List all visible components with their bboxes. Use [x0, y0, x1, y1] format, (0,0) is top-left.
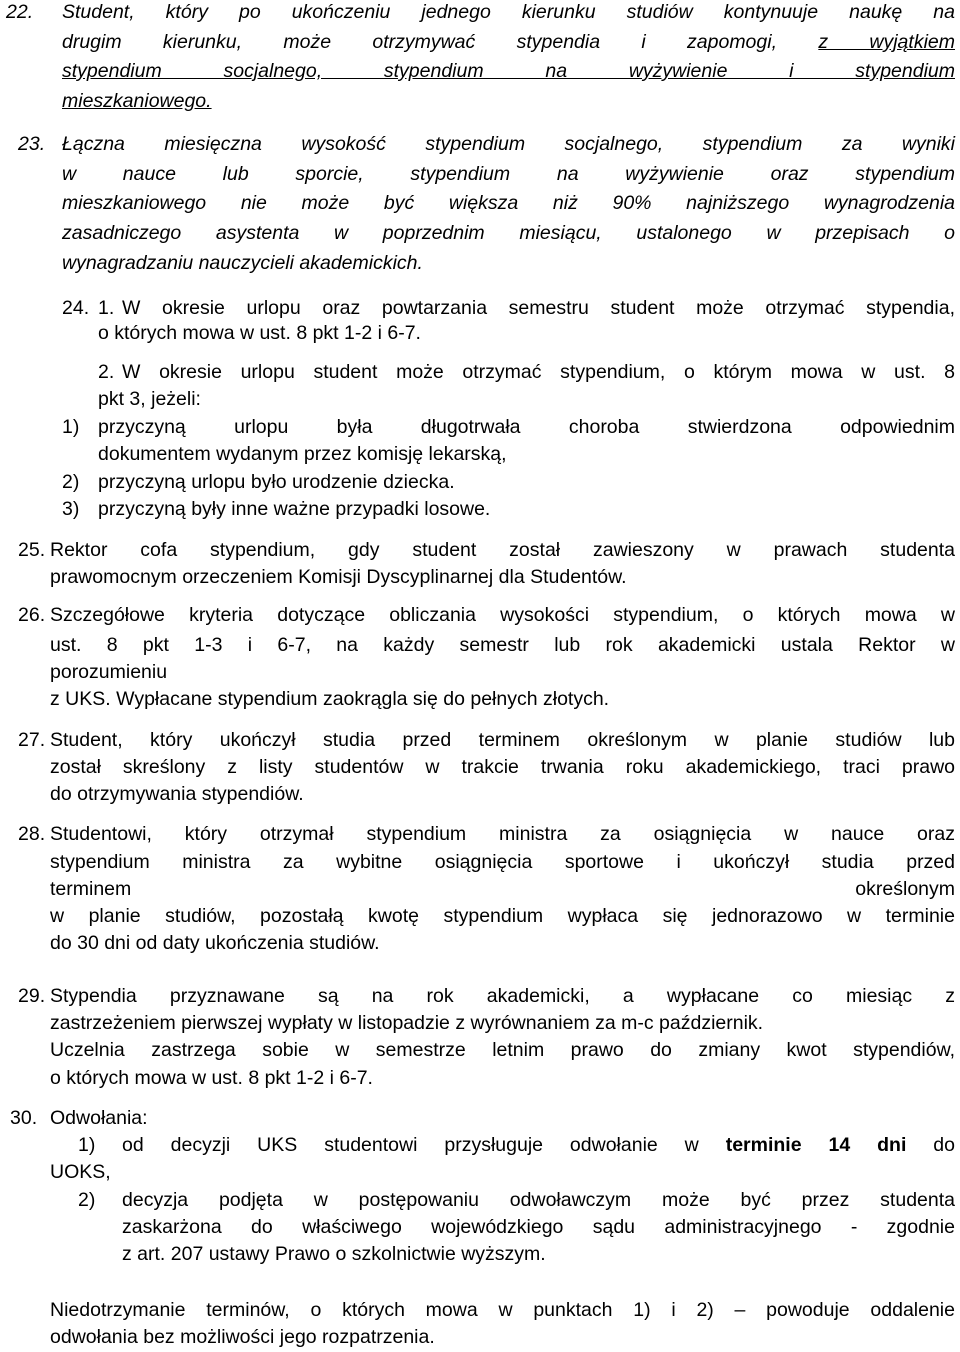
- text-line: o których mowa w ust. 8 pkt 1-2 i 6-7.: [50, 1067, 373, 1089]
- text-line: W okresie urlopu student może otrzymać stypendium, o którym mowa w ust. 8: [122, 361, 955, 383]
- text-line: przyczyną urlopu była długotrwała choroba stwierdzona odpowiednim: [98, 416, 955, 438]
- text-line: decyzja podjęta w postępowaniu odwoławczym może być przez studenta: [122, 1189, 955, 1211]
- text-line: Studentowi, który otrzymał stypendium ministra za osiągnięcia w nauce oraz: [50, 823, 955, 845]
- text-line: został skreślony z listy studentów w trakcie trwania roku akademickiego, traci prawo: [50, 756, 955, 778]
- paragraph-number: 23.: [18, 133, 46, 155]
- text-line: porozumieniu: [50, 661, 168, 683]
- paragraph-number: 27.: [18, 729, 46, 751]
- text-line: dokumentem wydanym przez komisję lekarską,: [98, 443, 507, 465]
- paragraph-number: 24.: [62, 297, 90, 319]
- text-segment: do: [906, 1134, 956, 1156]
- text-line: Stypendia przyznawane są na rok akademicki, a wypłacane co miesiąc z: [50, 985, 955, 1007]
- text-line: Student, który ukończył studia przed terminem określonym w planie studiów lub: [50, 729, 955, 751]
- underlined-text-line: stypendium socjalnego, stypendium na wyżywienie i stypendium: [62, 60, 955, 82]
- text-segment: drugim kierunku, może otrzymywać stypendia i zapomogi,: [62, 31, 819, 53]
- text-line: w planie studiów, pozostałą kwotę stypendium wypłaca się jednorazowo w terminie: [50, 905, 955, 927]
- paragraph-number: 28.: [18, 823, 46, 845]
- text-line: pkt 3, jeżeli:: [98, 388, 201, 410]
- text-line: przyczyną urlopu było urodzenie dziecka.: [98, 471, 455, 493]
- underlined-text-line: mieszkaniowego.: [62, 90, 212, 112]
- paragraph-number: 22.: [6, 1, 34, 23]
- text-line: terminem: [50, 878, 132, 900]
- text-line: Szczegółowe kryteria dotyczące obliczania wysokości stypendium, o których mowa w: [50, 604, 955, 626]
- item-number: 1): [78, 1134, 96, 1156]
- text-line: odwołania bez możliwości jego rozpatrzenia.: [50, 1326, 435, 1348]
- paragraph-number: 26.: [18, 604, 46, 626]
- text-line: prawomocnym orzeczeniem Komisji Dyscyplinarnej dla Studentów.: [50, 566, 627, 588]
- text-line: Student, który po ukończeniu jednego kierunku studiów kontynuuje naukę na: [62, 1, 955, 23]
- item-number: 2): [78, 1189, 96, 1211]
- text-line: stypendium ministra za wybitne osiągnięcia sportowe i ukończył studia przed: [50, 851, 955, 873]
- text-line: [62, 30, 955, 54]
- text-line: z art. 207 ustawy Prawo o szkolnictwie wyższym.: [122, 1243, 546, 1265]
- section-title: Odwołania:: [50, 1107, 148, 1129]
- text-line: Rektor cofa stypendium, gdy student został zawieszony w prawach studenta: [50, 539, 955, 561]
- item-number: 2): [62, 471, 80, 493]
- paragraph-number: 29.: [18, 985, 46, 1007]
- text-line: mieszkaniowego nie może być większa niż 90% najniższego wynagrodzenia: [62, 192, 955, 214]
- bold-text: terminie 14 dni: [725, 1134, 907, 1156]
- paragraph-number: 25.: [18, 539, 46, 561]
- item-number: 1.: [98, 297, 115, 319]
- text-line: ust. 8 pkt 1-3 i 6-7, na każdy semestr lub rok akademicki ustala Rektor w: [50, 634, 955, 656]
- text-line: w nauce lub sporcie, stypendium na wyżywienie oraz stypendium: [62, 163, 955, 185]
- text-line: zastrzeżeniem pierwszej wypłaty w listopadzie z wyrównaniem za m-c październik.: [50, 1012, 764, 1034]
- text-segment: od decyzji UKS studentowi przysługuje odwołanie w: [122, 1134, 726, 1156]
- text-line: zaskarżona do właściwego wojewódzkiego sądu administracyjnego - zgodnie: [122, 1216, 955, 1238]
- text-line: do 30 dni od daty ukończenia studiów.: [50, 932, 380, 954]
- item-number: 3): [62, 498, 80, 520]
- text-line: W okresie urlopu oraz powtarzania semestru student może otrzymać stypendia,: [122, 297, 955, 319]
- text-line: UOKS,: [50, 1161, 111, 1183]
- text-line: Uczelnia zastrzega sobie w semestrze letnim prawo do zmiany kwot stypendiów,: [50, 1039, 955, 1061]
- text-line: przyczyną były inne ważne przypadki losowe.: [98, 498, 491, 520]
- text-line: Łączna miesięczna wysokość stypendium socjalnego, stypendium za wyniki: [62, 133, 955, 155]
- item-number: 1): [62, 416, 80, 438]
- item-number: 2.: [98, 361, 115, 383]
- text-line: Niedotrzymanie terminów, o których mowa w punktach 1) i 2) – powoduje oddalenie: [50, 1299, 955, 1321]
- text-line: określonym: [855, 878, 955, 900]
- paragraph-number: 30.: [10, 1107, 38, 1129]
- text-line: z UKS. Wypłacane stypendium zaokrągla się do pełnych złotych.: [50, 688, 610, 710]
- text-line: o których mowa w ust. 8 pkt 1-2 i 6-7.: [98, 322, 421, 344]
- text-line: [122, 1133, 955, 1157]
- text-line: do otrzymywania stypendiów.: [50, 783, 304, 805]
- text-line: zasadniczego asystenta w poprzednim miesiącu, ustalonego w przepisach o: [62, 222, 955, 244]
- text-line: wynagradzaniu nauczycieli akademickich.: [62, 252, 423, 274]
- underlined-text: z wyjątkiem: [818, 31, 955, 53]
